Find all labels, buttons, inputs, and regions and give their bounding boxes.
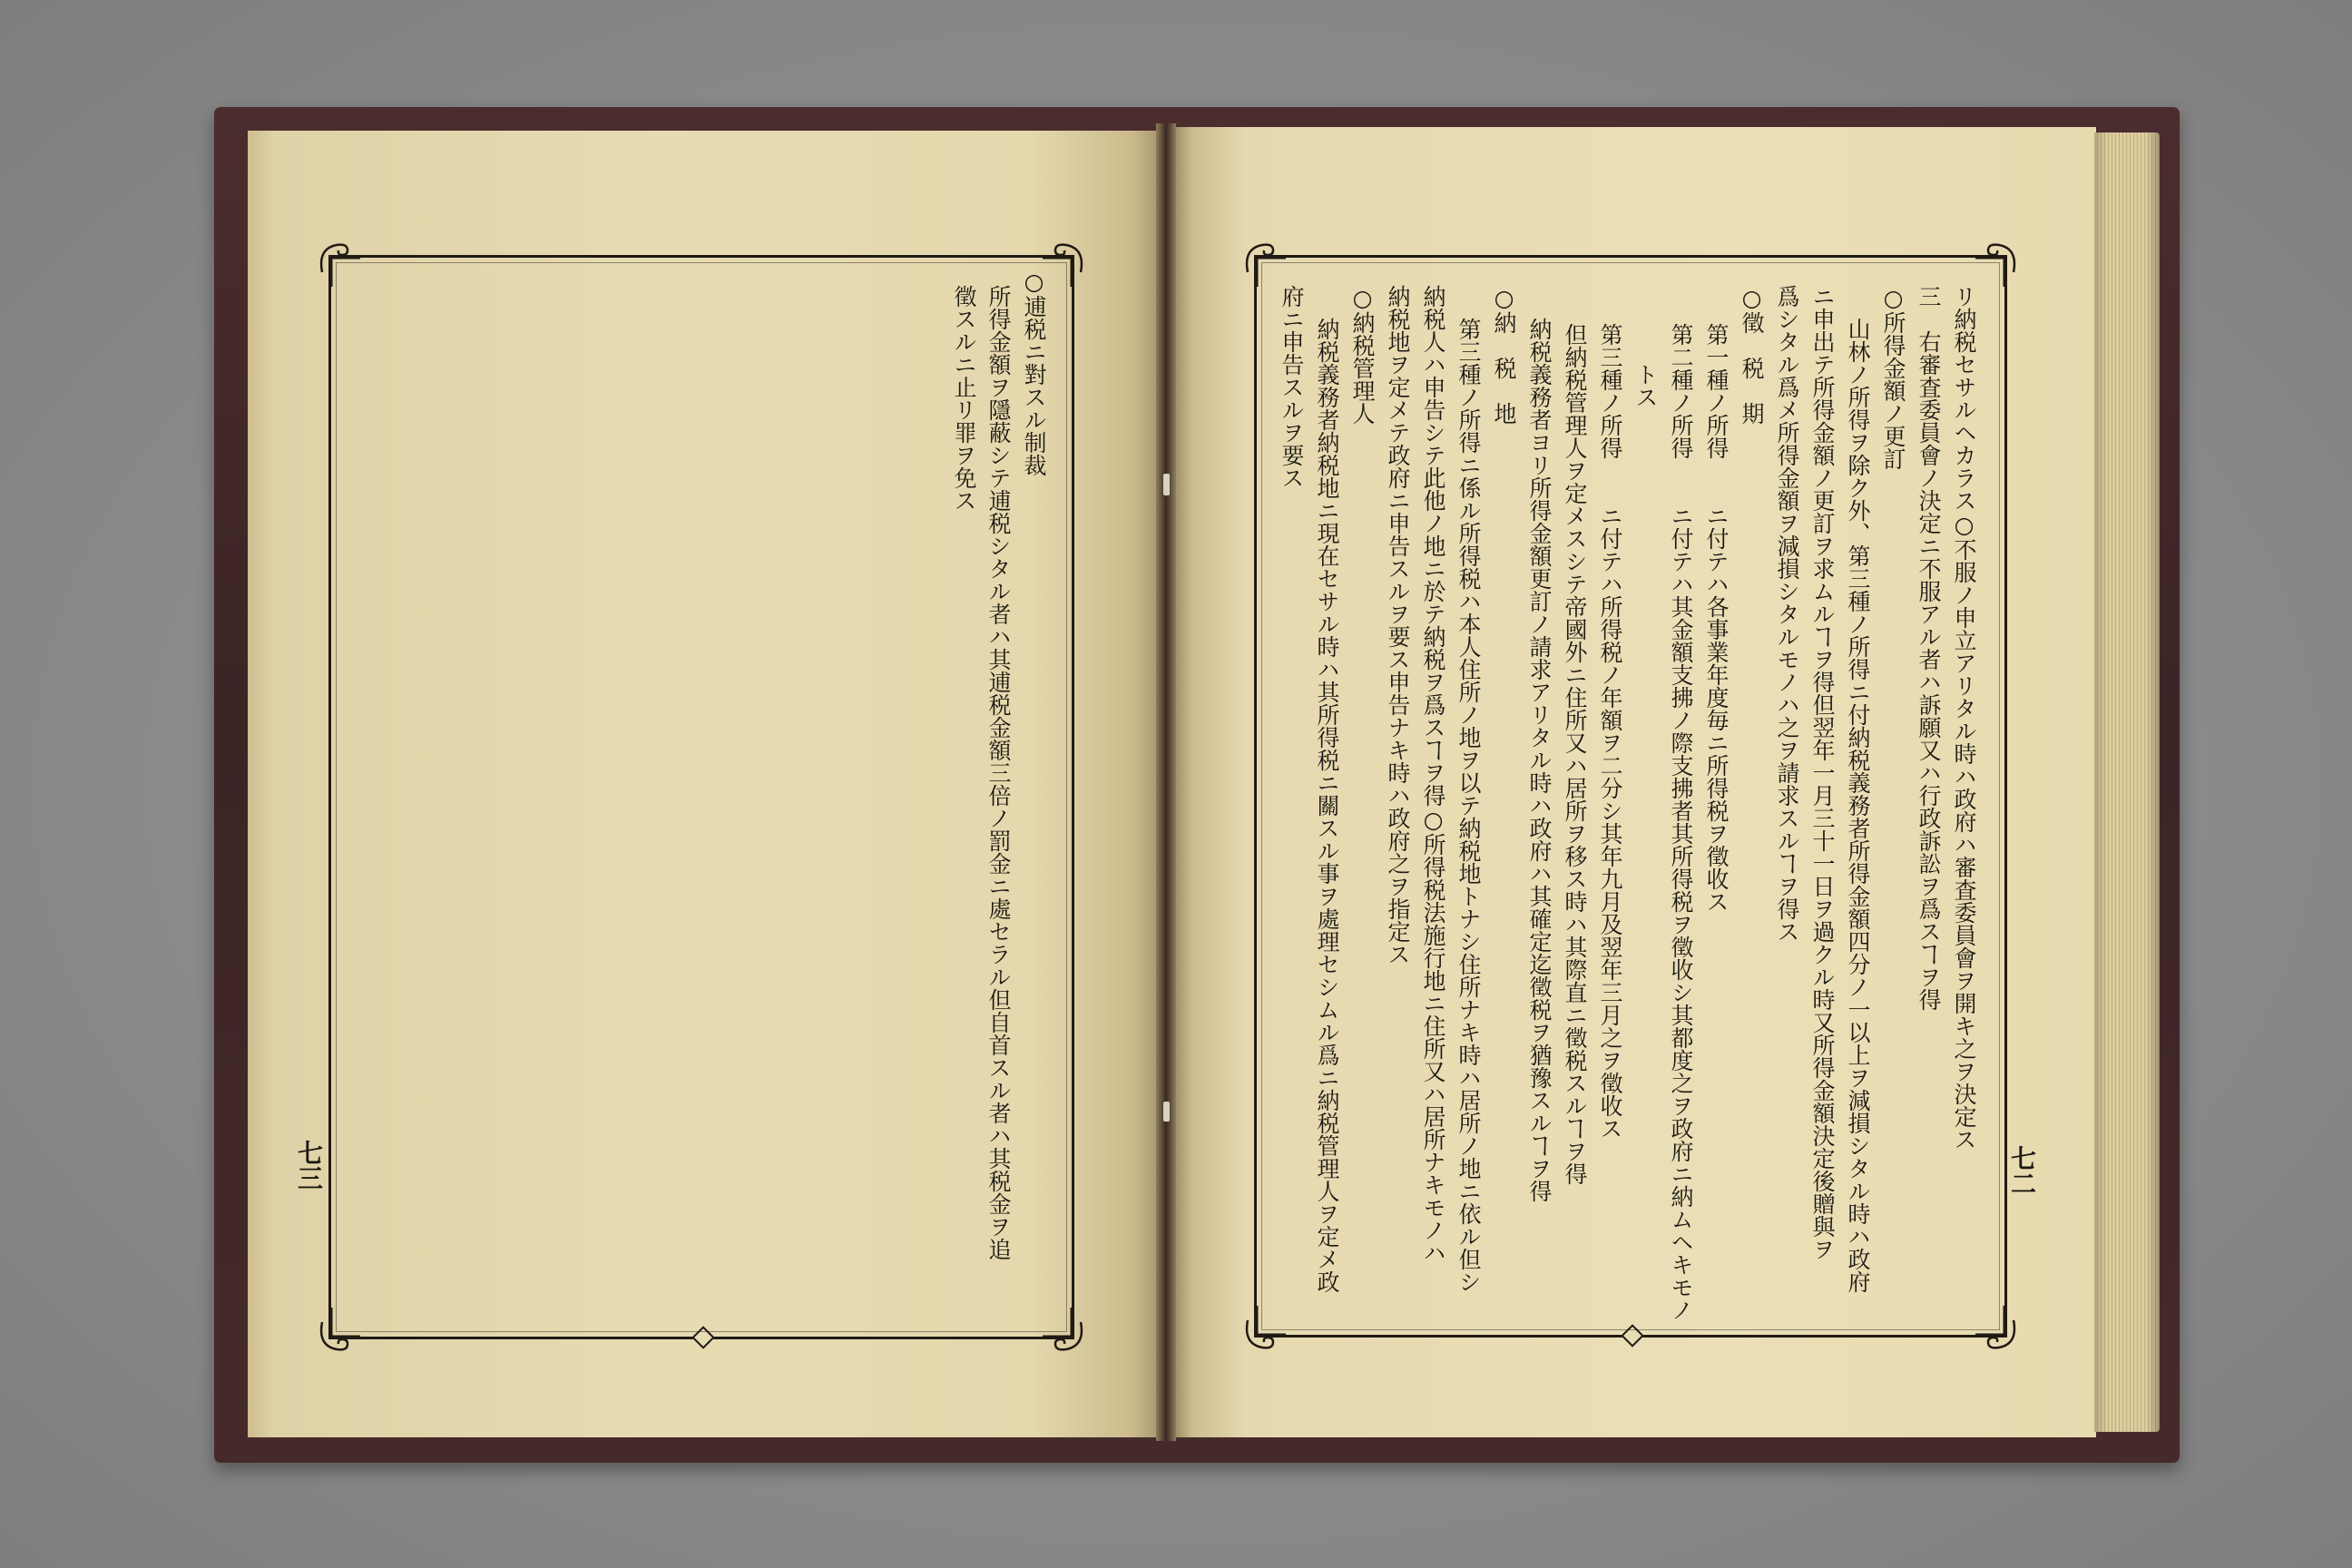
text-column: 三 右審査委員會ノ決定ニ不服アル者ハ訴願又ハ行政訴訟ヲ爲スヿヲ得 xyxy=(1916,285,1942,1011)
text-column: トス xyxy=(1632,363,1659,408)
text-column: 納税地ヲ定メテ政府ニ申告スルヲ要ス申告ナキ時ハ政府之ヲ指定ス xyxy=(1385,285,1411,965)
text-column: 納税義務者納税地ニ現在セサル時ハ其所得税ニ關スル事ヲ處理セシムル爲ニ納税管理人ヲ定メ政 xyxy=(1314,318,1340,1293)
binding-thread xyxy=(1163,1102,1170,1122)
corner-ornament xyxy=(315,1306,362,1353)
text-column: 爲シタル爲メ所得金額ヲ減損シタルモノハ之ヲ請求スルヿヲ得ス xyxy=(1774,285,1800,943)
text-column: リ納税セサルヘカラス○不服ノ申立アリタル時ハ政府ハ審査委員會ヲ開キ之ヲ決定ス xyxy=(1951,285,1977,1151)
binding-thread xyxy=(1163,474,1170,495)
page-stack-edge xyxy=(2094,132,2160,1432)
section-heading: ○徵 税 期 xyxy=(1739,285,1765,425)
corner-ornament xyxy=(1041,1306,1088,1353)
section-heading: ○納税管理人 xyxy=(1349,285,1376,425)
text-column: 府ニ申告スルヲ要ス xyxy=(1279,285,1305,489)
text-column: 第二種ノ所得 ニ付テハ其金額支拂ノ際支拂者其所得税ヲ徵收シ其都度之ヲ政府ニ納ムヘキモノ xyxy=(1668,323,1694,1321)
text-column: 第三種ノ所得 ニ付テハ所得税ノ年額ヲ二分シ其年九月及翌年三月之ヲ徵收ス xyxy=(1597,323,1623,1140)
section-heading: ○所得金額ノ更訂 xyxy=(1880,285,1906,470)
text-column: ニ申出テ所得金額ノ更訂ヲ求ムルヿヲ得但翌年一月三十一日ヲ過クル時又所得金額決定後贈與ヲ xyxy=(1809,285,1836,1260)
corner-ornament xyxy=(1240,1304,1288,1351)
text-column: 徵スルニ止リ罪ヲ免ス xyxy=(951,285,977,512)
book-spine-gutter xyxy=(1156,123,1176,1441)
text-column: 納税義務者ヨリ所得金額更訂ノ請求アリタル時ハ政府ハ其確定迄徵税ヲ猶豫スルヿヲ得 xyxy=(1526,318,1553,1202)
text-column: 山林ノ所得ヲ除ク外、第三種ノ所得ニ付納税義務者所得金額四分ノ一以上ヲ減損シタル時ハ政府 xyxy=(1845,318,1871,1293)
corner-ornament xyxy=(1041,241,1088,289)
section-heading: ○逋税ニ對スル制裁 xyxy=(1021,269,1047,476)
corner-ornament xyxy=(315,241,362,289)
text-column: 第三種ノ所得ニ係ル所得税ハ本人住所ノ地ヲ以テ納税地トナシ住所ナキ時ハ居所ノ地ニ依ル但シ xyxy=(1455,318,1482,1293)
text-column: 第一種ノ所得 ニ付テハ各事業年度毎ニ所得税ヲ徵收ス xyxy=(1703,323,1730,913)
page-number: 七三 xyxy=(294,1140,324,1191)
page-number: 七二 xyxy=(2007,1145,2037,1196)
corner-ornament xyxy=(1974,241,2021,289)
text-column: 納税人ハ申告シテ此他ノ地ニ於テ納税ヲ爲スヿヲ得○所得税法施行地ニ住所又ハ居所ナキモノハ xyxy=(1420,285,1446,1264)
text-column: 所得金額ヲ隱蔽シテ逋税シタル者ハ其逋税金額三倍ノ罰金ニ處セラル但自首スル者ハ其税金ヲ追 xyxy=(985,285,1012,1260)
section-heading: ○納 税 地 xyxy=(1491,285,1517,425)
text-column: 但納税管理人ヲ定メスシテ帝國外ニ住所又ハ居所ヲ移ス時ハ其際直ニ徵税スルヿヲ得 xyxy=(1562,323,1588,1185)
corner-ornament xyxy=(1240,241,1288,289)
corner-ornament xyxy=(1974,1304,2021,1351)
